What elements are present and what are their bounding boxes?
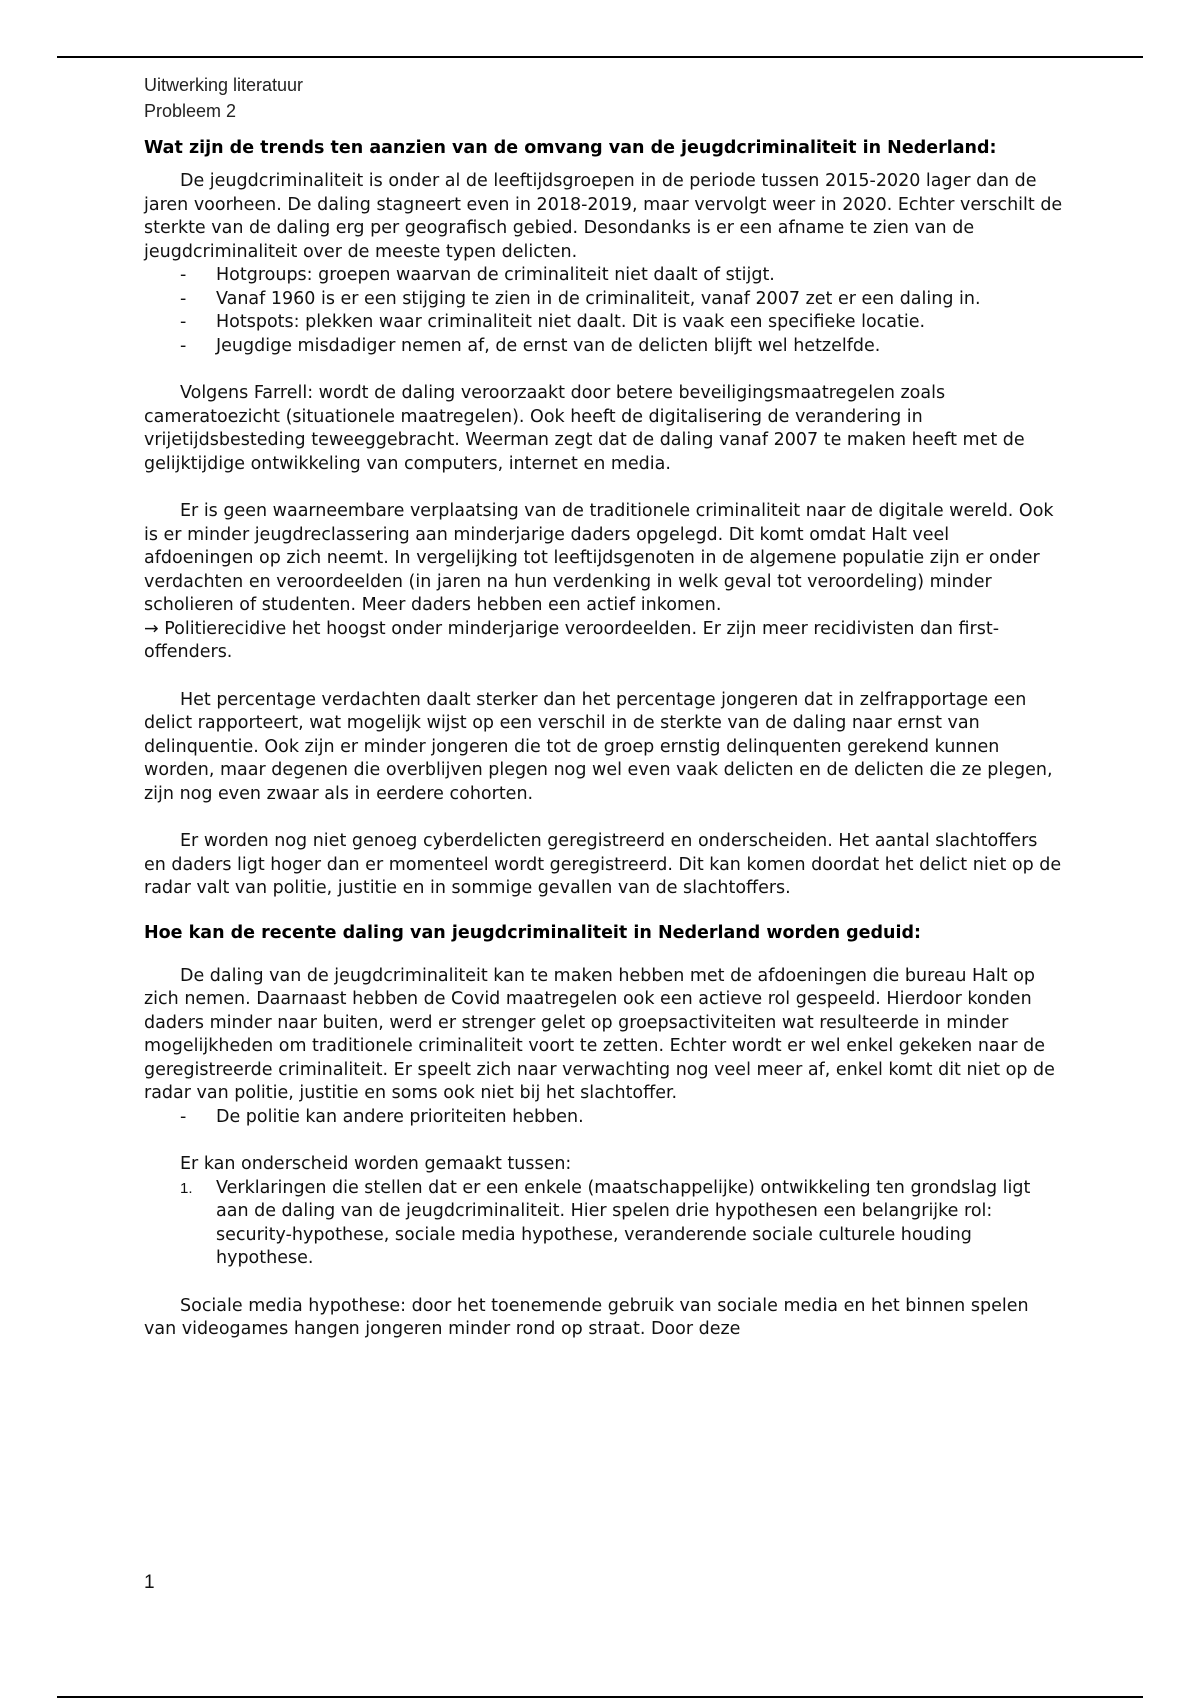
paragraph-sociale-media: Sociale media hypothese: door het toenemende gebruik van sociale media en het binnen spelen van videogames hangen jongeren minder rond op straat. Door deze [144, 1295, 1029, 1339]
list-item: - Vanaf 1960 is er een stijging te zien in de criminaliteit, vanaf 2007 zet er een daling in. [144, 288, 1064, 312]
bullet-list-trends [144, 264, 1064, 358]
page-number: 1 [144, 1572, 155, 1593]
top-rule [57, 56, 1143, 58]
dash-marker: - [180, 312, 187, 332]
section-heading-duiding: Hoe kan de recente daling van jeugdcriminaliteit in Nederland worden geduid: [144, 922, 922, 943]
document-header-title: Uitwerking literatuur [144, 75, 304, 95]
list-item: - Hotspots: plekken waar criminaliteit niet daalt. Dit is vaak een specifieke locatie. [144, 311, 1064, 335]
list-item: - Jeugdige misdadiger nemen af, de ernst van de delicten blijft wel hetzelfde. [144, 335, 1064, 359]
paragraph-duiding-intro: De daling van de jeugdcriminaliteit kan te maken hebben met de afdoeningen die bureau Halt op zich nemen. Daarnaast hebben de Covid maatregelen ook een actieve rol gespeeld. Hierdoor konden daders minder naar buiten, werd er strenger gelet op groepsactiviteiten wat resulteerde in minder mogelijkheden om traditionele criminaliteit voort te zetten. Echter wordt er wel enkel gekeken naar de geregistreerde criminaliteit. Er speelt zich naar verwachting nog veel meer af, enkel komt dit niet op de radar van politie, justitie en soms ook niet bij het slachtoffer. [144, 965, 1055, 1103]
dash-marker: - [180, 265, 187, 285]
paragraph-farrell-first: Volgens Farrell: wordt de daling veroorzaakt door betere beveiligingsmaatregelen zoals [180, 383, 946, 403]
list-item: - Hotgroups: groepen waarvan de criminaliteit niet daalt of stijgt. [144, 264, 1064, 288]
document-body [144, 72, 1064, 1342]
numbered-list-verklaringen [144, 1177, 1064, 1271]
section-heading-trends: Wat zijn de trends ten aanzien van de omvang van de jeugdcriminaliteit in Nederland: [144, 138, 997, 158]
paragraph-displacement: Er is geen waarneembare verplaatsing van de traditionele criminaliteit naar de digitale wereld. Ook is er minder jeugdreclassering aan minderjarige daders opgelegd. Dit komt omdat Halt veel afdoeningen op zich neemt. In vergelijking tot leeftijdsgenoten in de algemene populatie zijn er onder verdachten en veroordeelden (in jaren na hun verdenking in welk geval tot veroordeling) minder scholieren of studenten. Meer daders hebben een actief inkomen. [144, 501, 1054, 615]
dash-marker: - [180, 335, 187, 356]
dash-marker: - [180, 1106, 187, 1127]
paragraph-percentage-suspects: Het percentage verdachten daalt sterker dan het percentage jongeren dat in zelfrapportage een delict rapporteert, wat mogelijk wijst op een verschil in de sterkte van de daling naar ernst van delinquentie. Ook zijn er minder jongeren die tot de groep ernstig delinquenten gerekend kunnen worden, maar degenen die overblijven plegen nog wel even vaak delicten en de delicten die ze plegen, zijn nog even zwaar als in eerdere cohorten. [144, 689, 1053, 804]
dash-marker: - [180, 288, 187, 309]
paragraph-onderscheid: Er kan onderscheid worden gemaakt tussen: [180, 1154, 572, 1174]
bullet-list-duiding [144, 1106, 1064, 1130]
bottom-rule [57, 1696, 1143, 1698]
paragraph-recidive-arrow: → Politierecidive het hoogst onder minderjarige veroordeelden. Er zijn meer recidivisten dan first-offenders. [144, 618, 1000, 662]
paragraph-farrell-rest: cameratoezicht (situationele maatregelen). Ook heeft de digitalisering de verandering in vrijetijdsbesteding teweeggebracht. Weerman zegt dat de daling vanaf 2007 te maken heeft met de gelijktijdige ontwikkeling van computers, internet en media. [144, 406, 1025, 474]
list-item: 1. Verklaringen die stellen dat er een enkele (maatschappelijke) ontwikkeling ten grondslag ligt aan de daling van de jeugdcriminaliteit. Hier spelen drie hypothesen een belangrijke rol: security-hypothese, sociale media hypothese, veranderende sociale culturele houding hypothese. [180, 1177, 1031, 1268]
paragraph-cyberdelicten: Er worden nog niet genoeg cyberdelicten geregistreerd en onderscheiden. Het aantal slachtoffers en daders ligt hoger dan er momenteel wordt geregistreerd. Dit kan komen doordat het delict niet op de radar valt van politie, justitie en in sommige gevallen van de slachtoffers. [144, 831, 1062, 898]
document-header-subtitle: Probleem 2 [144, 101, 237, 121]
list-item: - De politie kan andere prioriteiten hebben. [144, 1106, 1064, 1130]
number-marker: 1. [180, 1179, 193, 1197]
paragraph-trends-intro: De jeugdcriminaliteit is onder al de leeftijdsgroepen in de periode tussen 2015-2020 lager dan de jaren voorheen. De daling stagneert even in 2018-2019, maar vervolgt weer in 2020. Echter verschilt de sterkte van de daling erg per geografisch gebied. Desondanks is er een afname te zien van de jeugdcriminaliteit over de meeste typen delicten. [144, 171, 1063, 262]
